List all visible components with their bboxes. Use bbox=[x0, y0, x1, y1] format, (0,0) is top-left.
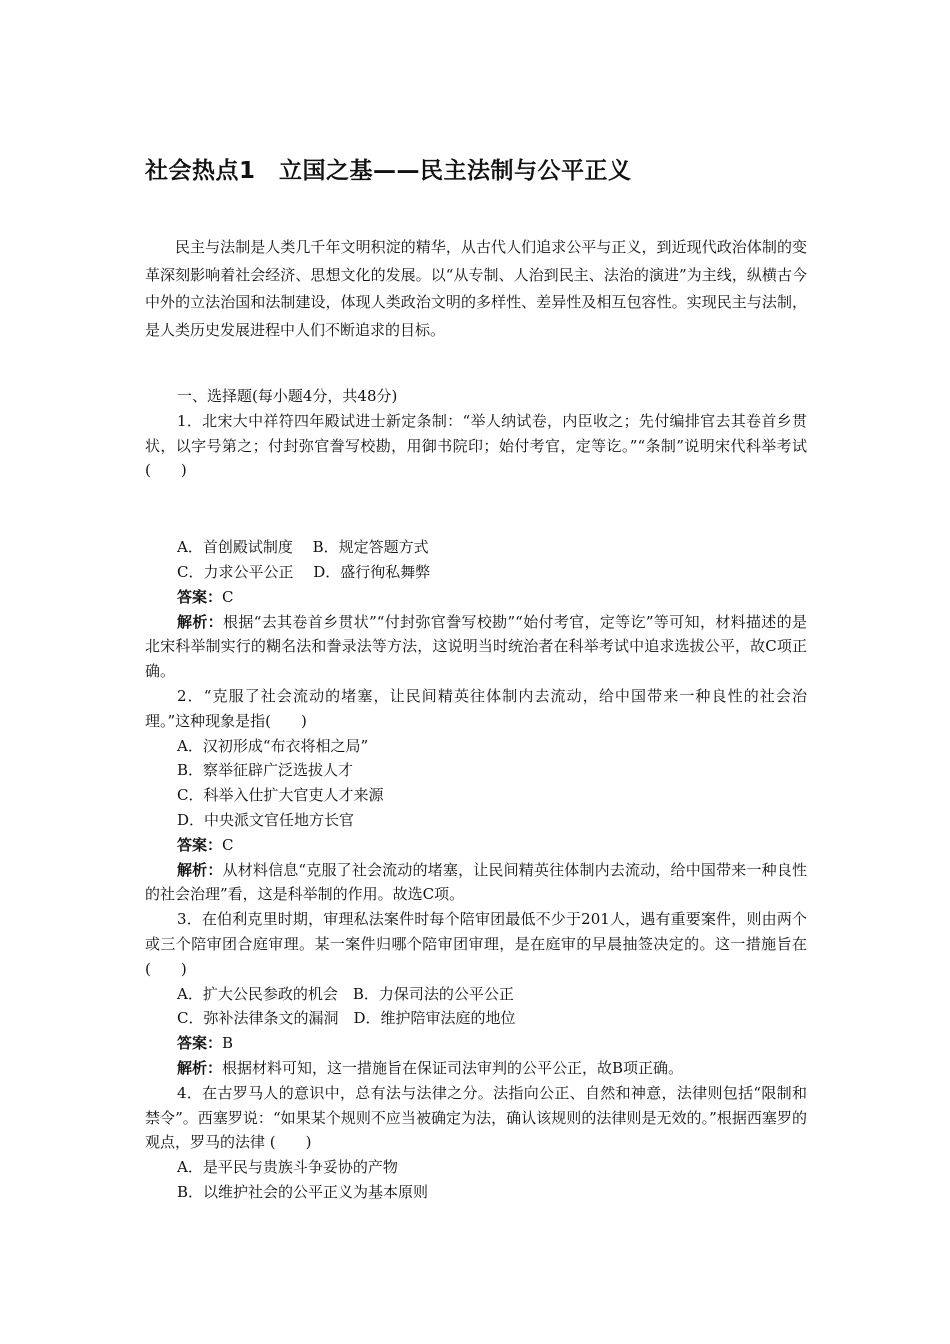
question-1-options-cd: C．力求公平公正 D．盛行徇私舞弊 bbox=[177, 562, 431, 581]
answer-value: C bbox=[222, 587, 234, 606]
analysis-label: 解析： bbox=[177, 860, 223, 879]
analysis-text: 根据“去其卷首乡贯状”“付封弥官誊写校勘”“始付考官，定等讫”等可知，材料描述的是北宋科举制实行的糊名法和誊录法等方法，这说明当时统治者在科举考试中追求选拔公平，故C项正确。 bbox=[145, 612, 807, 681]
question-1-spacer bbox=[145, 483, 807, 535]
question-2-answer bbox=[145, 833, 807, 858]
question-1-stem: 1．北宋大中祥符四年殿试进士新定条制：“举人纳试卷，内臣收之；先付编排官去其卷首乡贯状，以字号第之；付封弥官誊写校勘，用御书院印；始付考官，定等讫。”“条制”说明宋代科举考试( ) bbox=[145, 411, 807, 480]
page-title: 社会热点1 立国之基——民主法制与公平正义 bbox=[145, 158, 632, 184]
question-3-options-ab: A．扩大公民参政的机会 B．力保司法的公平公正 bbox=[177, 984, 514, 1003]
question-2-option-a: A．汉初形成“布衣将相之局” bbox=[177, 736, 369, 755]
question-3-analysis bbox=[145, 1056, 807, 1081]
question-1-analysis bbox=[145, 610, 807, 684]
section-header: 一、选择题(每小题4分，共48分) bbox=[177, 387, 398, 405]
question-2-option-d: D．中央派文官任地方长官 bbox=[177, 810, 355, 829]
answer-value: B bbox=[222, 1034, 234, 1053]
question-1-answer bbox=[145, 585, 807, 610]
question-4-stem: 4．在古罗马人的意识中，总有法与法律之分。法指向公正、自然和神意，法律则包括“限制和禁令”。西塞罗说：“如果某个规则不应当被确定为法，确认该规则的法律则是无效的。”根据西塞罗的观点，罗马的法律 ( ) bbox=[145, 1083, 807, 1152]
intro-paragraph: 民主与法制是人类几千年文明积淀的精华，从古代人们追求公平与正义，到近现代政治体制的变革深刻影响着社会经济、思想文化的发展。以“从专制、人治到民主、法治的演进”为主线，纵横古今中外的立法治国和法制建设，体现人类政治文明的多样性、差异性及相互包容性。实现民主与法制，是人类历史发展进程中人们不断追求的目标。 bbox=[145, 238, 807, 339]
analysis-label: 解析： bbox=[177, 1058, 223, 1077]
question-4-option-b: B．以维护社会的公平正义为基本原则 bbox=[177, 1182, 429, 1201]
question-3-answer bbox=[145, 1031, 807, 1056]
analysis-text: 从材料信息“克服了社会流动的堵塞，让民间精英往体制内去流动，给中国带来一种良性的社会治理”看，这是科举制的作用。故选C项。 bbox=[145, 860, 807, 904]
answer-label: 答案： bbox=[177, 835, 223, 854]
answer-label: 答案： bbox=[177, 587, 223, 606]
question-2-stem: 2．“克服了社会流动的堵塞，让民间精英往体制内去流动，给中国带来一种良性的社会治理。”这种现象是指( ) bbox=[145, 686, 807, 730]
answer-label: 答案： bbox=[177, 1034, 223, 1053]
analysis-label: 解析： bbox=[177, 612, 224, 631]
question-3-stem: 3．在伯利克里时期，审理私法案件时每个陪审团最低不少于201人，遇有重要案件，则由两个或三个陪审团合庭审理。某一案件归哪个陪审团审理，是在庭审的早晨抽签决定的。这一措施旨在( ) bbox=[145, 910, 807, 978]
question-section bbox=[145, 384, 807, 1205]
answer-value: C bbox=[222, 835, 234, 854]
question-2-analysis bbox=[145, 858, 807, 908]
question-2-option-b: B．察举征辟广泛选拔人才 bbox=[177, 761, 354, 780]
question-2-option-c: C．科举入仕扩大官吏人才来源 bbox=[177, 786, 384, 805]
analysis-text: 根据材料可知，这一措施旨在保证司法审判的公平公正，故B项正确。 bbox=[222, 1058, 684, 1077]
question-4-option-a: A．是平民与贵族斗争妥协的产物 bbox=[177, 1158, 398, 1177]
question-1-options-ab: A．首创殿试制度 B．规定答题方式 bbox=[177, 538, 429, 557]
question-3-options-cd: C．弥补法律条文的漏洞 D．维护陪审法庭的地位 bbox=[177, 1009, 516, 1028]
